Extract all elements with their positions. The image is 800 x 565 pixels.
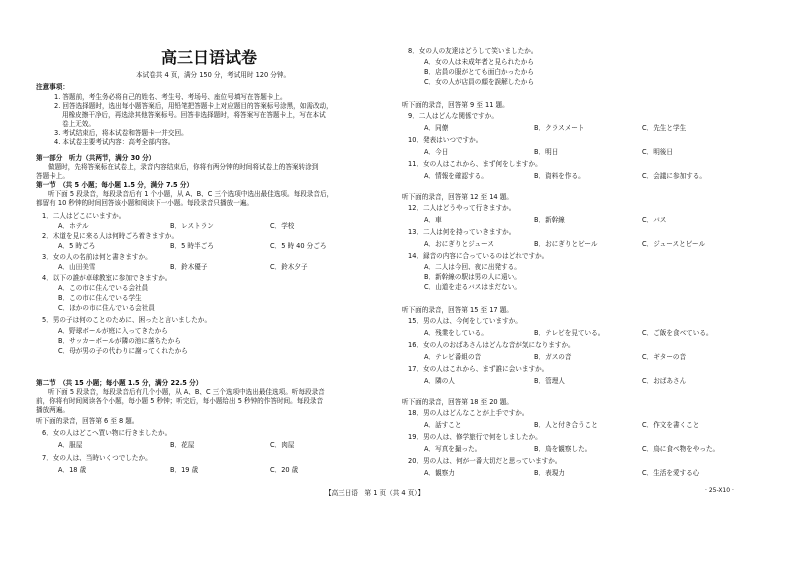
question-19: 19．男の人は、修学旅行で何をしましたか。 <box>408 433 542 441</box>
section2-desc: 听下面 5 段录音，每段录音后有几个小题，从 A、B、C 三个选项中选出最佳选项。听每段录音 <box>48 388 325 396</box>
question-9: 9．二人はどんな関係ですか。 <box>408 112 498 120</box>
option-a: A．野球ボールが庭に入ってきたから <box>58 327 168 335</box>
option-b: B．新幹線の駅は男の人に遠い。 <box>424 273 521 281</box>
section1-desc: 听下面 5 段录音，每段录音后有 1 个小题，从 A、B、C 三个选项中选出最佳选项。每段录音后， <box>48 190 334 198</box>
question-8: 8．女の人の友達はどうして笑いましたか。 <box>408 47 538 55</box>
question-13: 13．二人は何を持っていきますか。 <box>408 228 516 236</box>
option-a: A．情報を確認する。 <box>424 172 488 180</box>
question-4: 4．以下の誰が卓球教室に参加できますか。 <box>42 274 172 282</box>
notice-line: 2. 回答选择题时，选出每小题答案后，用铅笔把答题卡上对应题目的答案标号涂黑，如需改动， <box>54 102 333 110</box>
notice-line: 4. 本试卷主要考试内容：高考全部内容。 <box>54 138 175 146</box>
option-a: A．服屋 <box>58 441 83 449</box>
option-a: A．5 時ごろ <box>58 242 96 250</box>
question-3: 3．女の人の名前は何と書きますか。 <box>42 253 152 261</box>
option-a: A．写真を撮った。 <box>424 445 482 453</box>
section2-desc: 前，你将有时间阅读各个小题，每小题 5 秒钟；听完后，每小题给出 5 秒钟的作答时间。每段录音 <box>36 397 324 405</box>
option-c: C．肉屋 <box>270 441 295 449</box>
group-instruction: 听下面的录音，回答第 6 至 8 題。 <box>36 417 139 425</box>
option-c: C．会議に参加する。 <box>642 172 706 180</box>
question-12: 12．二人はどうやって行きますか。 <box>408 204 516 212</box>
section1-desc: 都留有 10 秒钟的时间回答该小题和阅读下一小题。每段录音只播放一遍。 <box>36 199 253 207</box>
notice-line: 3. 考试结束后，将本试卷和答题卡一并交回。 <box>54 129 188 137</box>
option-b: B．管理人 <box>534 377 565 385</box>
option-c: C．ほかの市に住んでいる会社員 <box>58 304 155 312</box>
question-16: 16．女の人のおばあさんはどんな音が気になりますか。 <box>408 341 575 349</box>
question-18: 18．男の人はどんなことが上手ですか。 <box>408 409 529 417</box>
page-subtitle: 本试卷共 4 页，满分 150 分，考试用时 120 分钟。 <box>136 71 291 79</box>
question-2: 2．木道を見に来る人は何時ごろ着きますか。 <box>42 232 179 240</box>
notice-line: 1. 答题前，考生务必将自己的姓名、考生号、考场号、座位号填写在答题卡上。 <box>54 93 287 101</box>
option-c: C．鳥に食べ物をやった。 <box>642 445 720 453</box>
question-10: 10．発表はいつですか。 <box>408 136 483 144</box>
option-c: C．バス <box>642 216 667 224</box>
option-a: A．隣の人 <box>424 377 455 385</box>
option-b: B．クラスメート <box>534 124 585 132</box>
section2-desc: 播放两遍。 <box>36 406 69 414</box>
option-a: A．今日 <box>424 148 449 156</box>
question-1: 1．二人はどこにいますか。 <box>42 212 126 220</box>
part1-heading: 第一部分 听力（共两节，满分 30 分） <box>36 154 156 162</box>
section1-heading: 第一节 （共 5 小题；每小题 1.5 分，满分 7.5 分） <box>36 181 194 189</box>
option-a: A．車 <box>424 216 442 224</box>
question-20: 20．男の人は、何が一番大切だと思っていますか。 <box>408 457 562 465</box>
option-c: C．作文を書くこと <box>642 421 700 429</box>
option-a: A．話すこと <box>424 421 462 429</box>
option-a: A．テレビ番組の音 <box>424 353 482 361</box>
option-b: B．人と付き合うこと <box>534 421 598 429</box>
option-c: C．ご飯を食べている。 <box>642 329 713 337</box>
question-15: 15．男の人は、今何をしていますか。 <box>408 317 522 325</box>
question-5: 5．男の子は何のことのために、困ったと言いましたか。 <box>42 316 212 324</box>
option-c: C．鈴木夕子 <box>270 263 308 271</box>
notice-line: 卷上无效。 <box>62 120 95 128</box>
option-b: B．資料を作る。 <box>534 172 585 180</box>
option-c: C．山道を走るバスはまだない。 <box>424 283 521 291</box>
page-title: 高三日语试卷 <box>161 48 258 67</box>
option-a: A．18 歳 <box>58 466 87 474</box>
option-a: A．同僚 <box>424 124 449 132</box>
option-b: B．テレビを見ている。 <box>534 329 605 337</box>
option-c: C．ギターの音 <box>642 353 687 361</box>
page-footer: 【高三日语 第 1 页（共 4 页）】 <box>325 489 425 497</box>
group-instruction: 听下面的录音，回答第 15 至 17 題。 <box>402 306 513 314</box>
group-instruction: 听下面的录音，回答第 12 至 14 題。 <box>402 193 513 201</box>
option-c: C．女の人が店員の顔を誤解したから <box>424 78 535 86</box>
paper-code: · 25-X10 · <box>705 487 734 494</box>
option-b: B．明日 <box>534 148 559 156</box>
section2-heading: 第二节 （共 15 小题；每小题 1.5 分，满分 22.5 分） <box>36 379 203 387</box>
option-b: B．鳥を観察した。 <box>534 445 592 453</box>
option-c: C．ジュースとビール <box>642 240 706 248</box>
option-c: C．先生と学生 <box>642 124 687 132</box>
option-b: B．新幹線 <box>534 216 565 224</box>
question-6: 6．女の人はどこへ買い物に行きましたか。 <box>42 429 172 437</box>
option-b: B．鈴木優子 <box>170 263 208 271</box>
question-11: 11．女の人はこれから、まず何をしますか。 <box>408 160 542 168</box>
option-c: C．20 歳 <box>270 466 299 474</box>
option-a: A．山田美雪 <box>58 263 96 271</box>
option-b: B．5 時半ごろ <box>170 242 214 250</box>
option-a: A．この市に住んでいる会社員 <box>58 284 149 292</box>
option-c: C．5 時 40 分ごろ <box>270 242 327 250</box>
notice-heading: 注意事项： <box>36 83 69 91</box>
option-b: B．表現力 <box>534 469 565 477</box>
option-a: A．観察力 <box>424 469 455 477</box>
question-14: 14．録音の内容に合っているのはどれですか。 <box>408 252 549 260</box>
option-c: C．明後日 <box>642 148 673 156</box>
group-instruction: 听下面的录音，回答第 18 至 20 題。 <box>402 398 513 406</box>
option-a: A．女の人は未成年者と見られたから <box>424 58 535 66</box>
option-a: A．おにぎりとジュース <box>424 240 494 248</box>
question-17: 17．女の人はこれから、まず誰に会いますか。 <box>408 365 549 373</box>
option-b: B．サッカーボールが隣の池に落ちたから <box>58 337 181 345</box>
option-b: B．19 歳 <box>170 466 199 474</box>
option-b: B．ガスの音 <box>534 353 572 361</box>
part1-desc: 做题时，先将答案标在试卷上，录音内容结束后，你将有两分钟的时间将试卷上的答案转涂到 <box>48 163 319 171</box>
option-b: B．おにぎりとビール <box>534 240 598 248</box>
group-instruction: 听下面的录音，回答第 9 至 11 題。 <box>402 101 509 109</box>
option-b: B．花屋 <box>170 441 195 449</box>
option-c: C．おばあさん <box>642 377 687 385</box>
option-b: B．レストラン <box>170 222 214 230</box>
option-c: C．生活を愛する心 <box>642 469 700 477</box>
notice-line: 用橡皮擦干净后，再选涂其他答案标号。回答非选择题时，将答案写在答题卡上，写在本试 <box>62 111 326 119</box>
option-c: C．母が男の子の代わりに謝ってくれたから <box>58 347 188 355</box>
option-a: A．残業をしている。 <box>424 329 488 337</box>
part1-desc: 答题卡上。 <box>36 172 69 180</box>
option-c: C．学校 <box>270 222 295 230</box>
question-7: 7．女の人は、当時いくつでしたか。 <box>42 454 152 462</box>
option-a: A．二人は今回、夜に出発する。 <box>424 263 521 271</box>
option-a: A．ホテル <box>58 222 89 230</box>
option-b: B．この市に住んでいる学生 <box>58 294 142 302</box>
option-b: B．店員の服がとても面白かったから <box>424 68 535 76</box>
